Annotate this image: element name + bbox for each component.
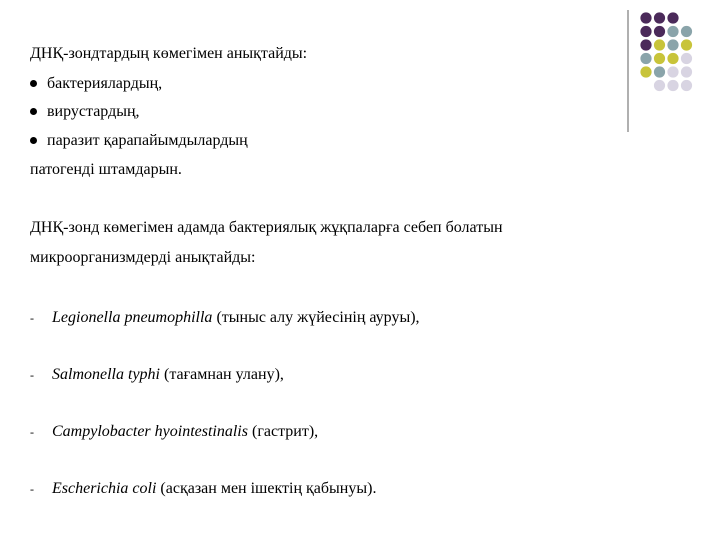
block1-title: ДНҚ-зондтардың көмегімен анықтайды: xyxy=(30,45,308,62)
block2-line1: ДНҚ-зонд көмегімен адамда бактериялық жұқпаларға себеп болатын xyxy=(30,219,503,236)
list-item: паразит қарапайымдылардың xyxy=(30,129,248,153)
decorative-dot xyxy=(654,66,665,77)
dash-marker: - xyxy=(30,368,34,383)
decorative-dot xyxy=(681,53,692,64)
decorative-dot xyxy=(681,80,692,91)
dash-marker: - xyxy=(30,482,34,497)
list-item: бактериялардың, xyxy=(30,72,162,96)
decorative-dot xyxy=(640,39,651,50)
bullet-icon xyxy=(30,80,37,87)
block2-line2: микроорганизмдерді анықтайды: xyxy=(30,249,256,266)
decorative-dot xyxy=(667,80,678,91)
dash-marker: - xyxy=(30,425,34,440)
organism-item xyxy=(30,477,376,501)
list-item: вирустардың, xyxy=(30,100,140,124)
bullet-icon xyxy=(30,108,37,115)
decorative-dot xyxy=(654,39,665,50)
decorative-dot xyxy=(640,66,651,77)
decorative-dot xyxy=(640,53,651,64)
decorative-dot xyxy=(667,12,678,23)
decorative-dot xyxy=(654,12,665,23)
organism-name: Campylobacter hyointestinalis xyxy=(52,423,248,440)
decorative-dot xyxy=(640,26,651,37)
organism-desc: (гастрит), xyxy=(247,423,319,440)
decorative-dot xyxy=(654,53,665,64)
organism-name: Escherichia coli xyxy=(52,480,157,497)
decorative-dot xyxy=(667,26,678,37)
decorative-dot xyxy=(667,39,678,50)
decorative-dot xyxy=(640,12,651,23)
organism-item xyxy=(30,363,284,387)
organism-item xyxy=(30,306,420,330)
organism-name: Salmonella typhi xyxy=(52,366,160,383)
bullet-icon xyxy=(30,137,37,144)
decorative-dot xyxy=(681,26,692,37)
decorative-dot xyxy=(681,39,692,50)
block1-tail: патогенді штамдарын. xyxy=(30,161,182,178)
organism-desc: (асқазан мен ішектің қабынуы). xyxy=(156,480,377,497)
dash-marker: - xyxy=(30,311,34,326)
decorative-dot xyxy=(654,26,665,37)
organism-desc: (тағамнан улану), xyxy=(159,366,284,383)
organism-name: Legionella pneumophilla xyxy=(52,309,213,326)
organism-item xyxy=(30,420,318,444)
decorative-dot xyxy=(667,66,678,77)
decorative-dot xyxy=(654,80,665,91)
decorative-dot xyxy=(667,53,678,64)
decorative-dot xyxy=(681,66,692,77)
organism-desc: (тыныс алу жүйесінің ауруы), xyxy=(212,309,420,326)
